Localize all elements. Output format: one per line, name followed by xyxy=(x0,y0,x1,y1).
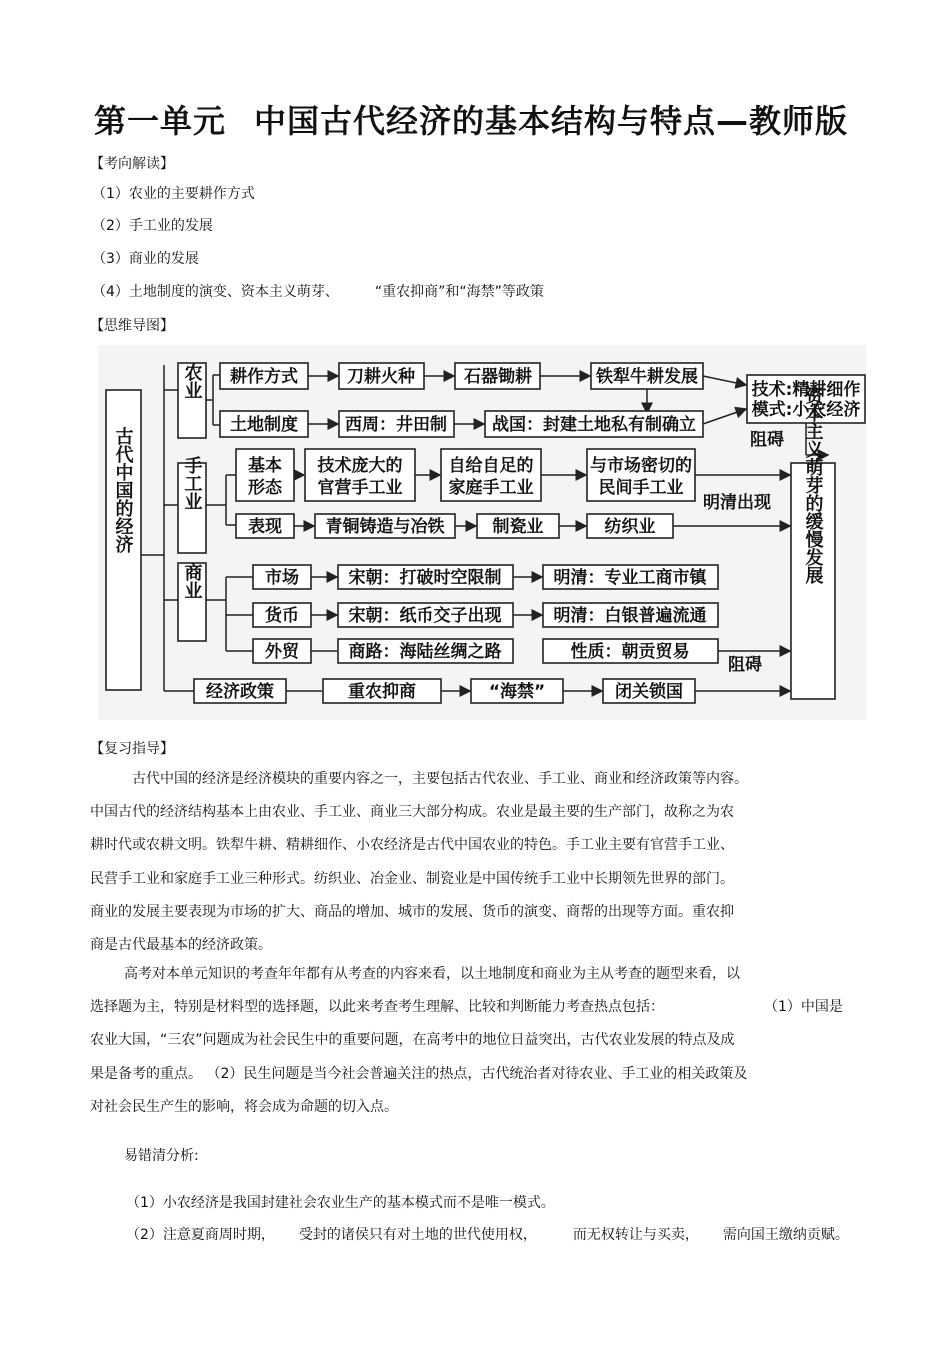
market: 市场 xyxy=(265,568,299,588)
currency: 货币 xyxy=(265,606,299,626)
review-paragraph-2: 高考对本单元知识的考查年年都有从考查的内容来看，以土地制度和商业为主从考查的题型来看，以 选择题为主，特别是材料型的选择题，以此来考查考生理解、比较和判断能力考查热点包括： （1）中国是 农业大国，“三农”问题成为社会民生中的重要问题，在高考中的地位日益突出，古代农业发展的特点及成 果是备考的重点。 （2）民生问题是当今社会普遍关注的热点，古代统治者对待农业、手工业的相关政策及 对社会民生产生的影响，将会成为命题的切入点。 xyxy=(90,966,843,1115)
capitalism-label: 资本主义萌芽的缓慢发展 xyxy=(802,386,824,584)
mind-map xyxy=(98,345,866,720)
exam-guide-item: （3）商业的发展 xyxy=(92,251,199,267)
errors-heading: 易错清分析: xyxy=(124,1148,199,1164)
foreign-trade: 外贸 xyxy=(265,642,299,662)
error-item-2: （2）注意夏商周时期， 受封的诸侯只有对土地的世代使用权， 而无权转让与买卖， 需向国王缴纳贡赋。 xyxy=(126,1227,849,1243)
page-title xyxy=(94,96,884,142)
exam-guide-item: （4）土地制度的演变、资本主义萌芽、 “重农抑商”和“海禁”等政策 xyxy=(92,284,544,300)
textile: 纺织业 xyxy=(604,517,656,537)
hinder-note-2: 阻碍 xyxy=(728,655,762,675)
porcelain: 制瓷业 xyxy=(492,517,544,537)
tech-intensive: 技术:精耕细作 xyxy=(751,380,861,400)
tribute-trade: 性质：朝贡贸易 xyxy=(570,642,690,662)
exam-guide-heading: 【考向解读】 xyxy=(90,156,174,172)
slash-burn: 刀耕火种 xyxy=(347,367,415,387)
basic-form-l1: 基本 xyxy=(248,456,282,476)
exam-guide-item: （1）农业的主要耕作方式 xyxy=(92,186,255,202)
handicraft-label: 手工业 xyxy=(181,456,203,510)
title-topic: 中国古代经济的基本结构与特点—教师版 xyxy=(254,102,849,140)
exam-guide-item: （2）手工业的发展 xyxy=(92,218,213,234)
song-jiaozi: 宋朝：纸币交子出现 xyxy=(348,606,502,626)
error-item-1: （1）小农经济是我国封建社会农业生产的基本模式而不是唯一模式。 xyxy=(126,1195,555,1211)
review-paragraph-1: 古代中国的经济是经济模块的重要内容之一，主要包括古代农业、手工业、商业和经济政策等内容。 中国古代的经济结构基本上由农业、手工业、商业三大部分构成。农业是最主要的生产部门，故称之为农 耕时代或农耕文明。铁犁牛耕、精耕细作、小农经济是古代中国农业的特色。手工业主要有官营手工业、 民营手工业和家庭手工业三种形式。纺织业、冶金业、制瓷业是中国传统手工业中长期领先世界的部门。 商业的发展主要表现为市场的扩大、商品的增加、城市的发展、货币的演变、商帮的出现等方面。重农抑 商是古代最基本的经济政策。 xyxy=(90,771,748,954)
iron-plough: 铁犁牛耕发展 xyxy=(596,367,698,387)
official-craft-l1: 技术庞大的 xyxy=(317,456,403,476)
private-land: 战国：封建土地私有制确立 xyxy=(492,415,696,435)
folk-craft-l2: 民间手工业 xyxy=(598,478,684,498)
stone-hoe: 石器锄耕 xyxy=(464,367,532,387)
well-field: 西周：井田制 xyxy=(345,415,447,435)
small-peasant-economy: 模式:小农经济 xyxy=(751,400,861,420)
land-system: 土地制度 xyxy=(230,415,298,435)
root-label: 古代中国的经济 xyxy=(112,427,134,553)
show-label: 表现 xyxy=(248,517,282,537)
policy: 经济政策 xyxy=(206,682,274,702)
agri-priority: 重农抑商 xyxy=(348,682,416,702)
basic-form-l2: 形态 xyxy=(248,478,282,498)
song-market: 宋朝：打破时空限制 xyxy=(348,568,502,588)
closed-door: 闭关锁国 xyxy=(615,682,683,702)
commerce-label: 商业 xyxy=(181,563,203,599)
mind-map-heading: 【思维导图】 xyxy=(90,318,174,334)
mingqing-silver: 明清：白银普遍流通 xyxy=(553,606,707,626)
hinder-note-1: 阻碍 xyxy=(750,430,784,450)
review-heading: 【复习指导】 xyxy=(90,741,174,757)
family-craft-l2: 家庭手工业 xyxy=(448,478,534,498)
title-unit: 第一单元 xyxy=(94,102,227,140)
family-craft-l1: 自给自足的 xyxy=(448,456,534,476)
silk-road: 商路：海陆丝绸之路 xyxy=(348,642,502,662)
bronze-iron: 青铜铸造与冶铁 xyxy=(325,517,445,537)
appear-note: 明清出现 xyxy=(703,493,771,513)
agriculture-label: 农业 xyxy=(181,363,203,399)
mingqing-town: 明清：专业工商市镇 xyxy=(553,568,707,588)
official-craft-l2: 官营手工业 xyxy=(317,478,403,498)
sea-ban: “海禁” xyxy=(488,682,546,702)
folk-craft-l1: 与市场密切的 xyxy=(590,456,692,476)
farming-method: 耕作方式 xyxy=(230,367,298,387)
